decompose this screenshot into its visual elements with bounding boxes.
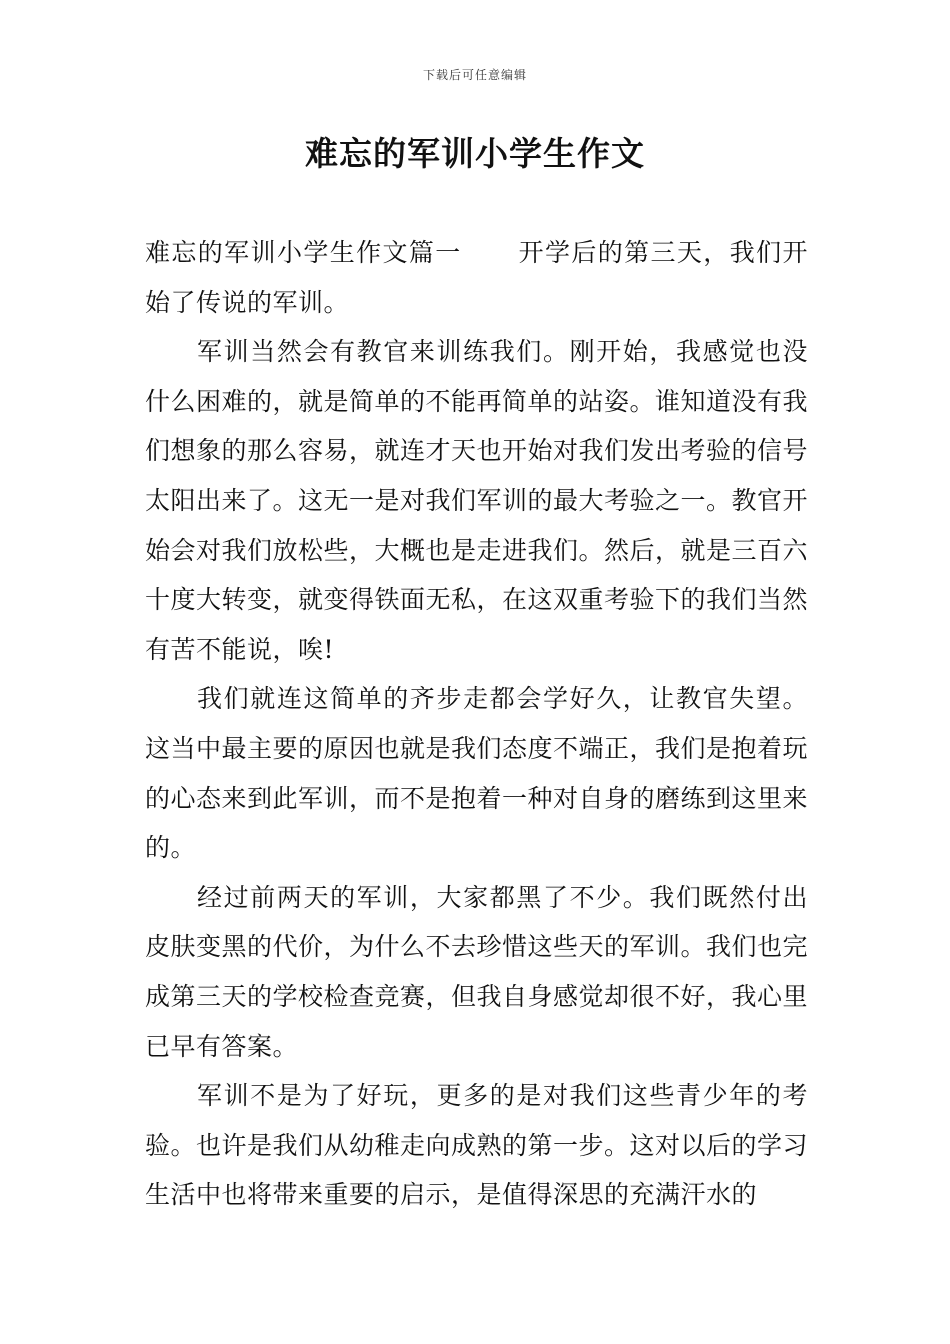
intro-paragraph xyxy=(145,228,808,327)
intro-text: 开学后的第三天，我们开始了传说的军训。 xyxy=(145,238,808,317)
document-body xyxy=(145,228,808,1220)
document-title: 难忘的军训小学生作文 xyxy=(305,134,645,173)
download-note: 下载后可任意编辑 xyxy=(422,68,527,82)
body-paragraph: 军训不是为了好玩，更多的是对我们这些青少年的考验。也许是我们从幼稚走向成熟的第一步。这对以后的学习生活中也将带来重要的启示，是值得深思的充满汗水的 xyxy=(145,1081,809,1210)
body-paragraph: 经过前两天的军训，大家都黑了不少。我们既然付出皮肤变黑的代价，为什么不去珍惜这些天的军训。我们也完成第三天的学校检查竞赛，但我自身感觉却很不好，我心里已早有答案。 xyxy=(145,882,809,1061)
body-paragraph: 我们就连这简单的齐步走都会学好久，让教官失望。这当中最主要的原因也就是我们态度不端正，我们是抱着玩的心态来到此军训，而不是抱着一种对自身的磨练到这里来的。 xyxy=(145,684,809,863)
intro-heading: 难忘的军训小学生作文篇一 xyxy=(145,238,462,267)
body-paragraph: 军训当然会有教官来训练我们。刚开始，我感觉也没什么困难的，就是简单的不能再简单的站姿。谁知道没有我们想象的那么容易，就连才天也开始对我们发出考验的信号太阳出来了。这无一是对我们军训的最大考验之一。教官开始会对我们放松些，大概也是走进我们。然后，就是三百六十度大转变，就变得铁面无私，在这双重考验下的我们当然有苦不能说，唉! xyxy=(145,337,809,664)
